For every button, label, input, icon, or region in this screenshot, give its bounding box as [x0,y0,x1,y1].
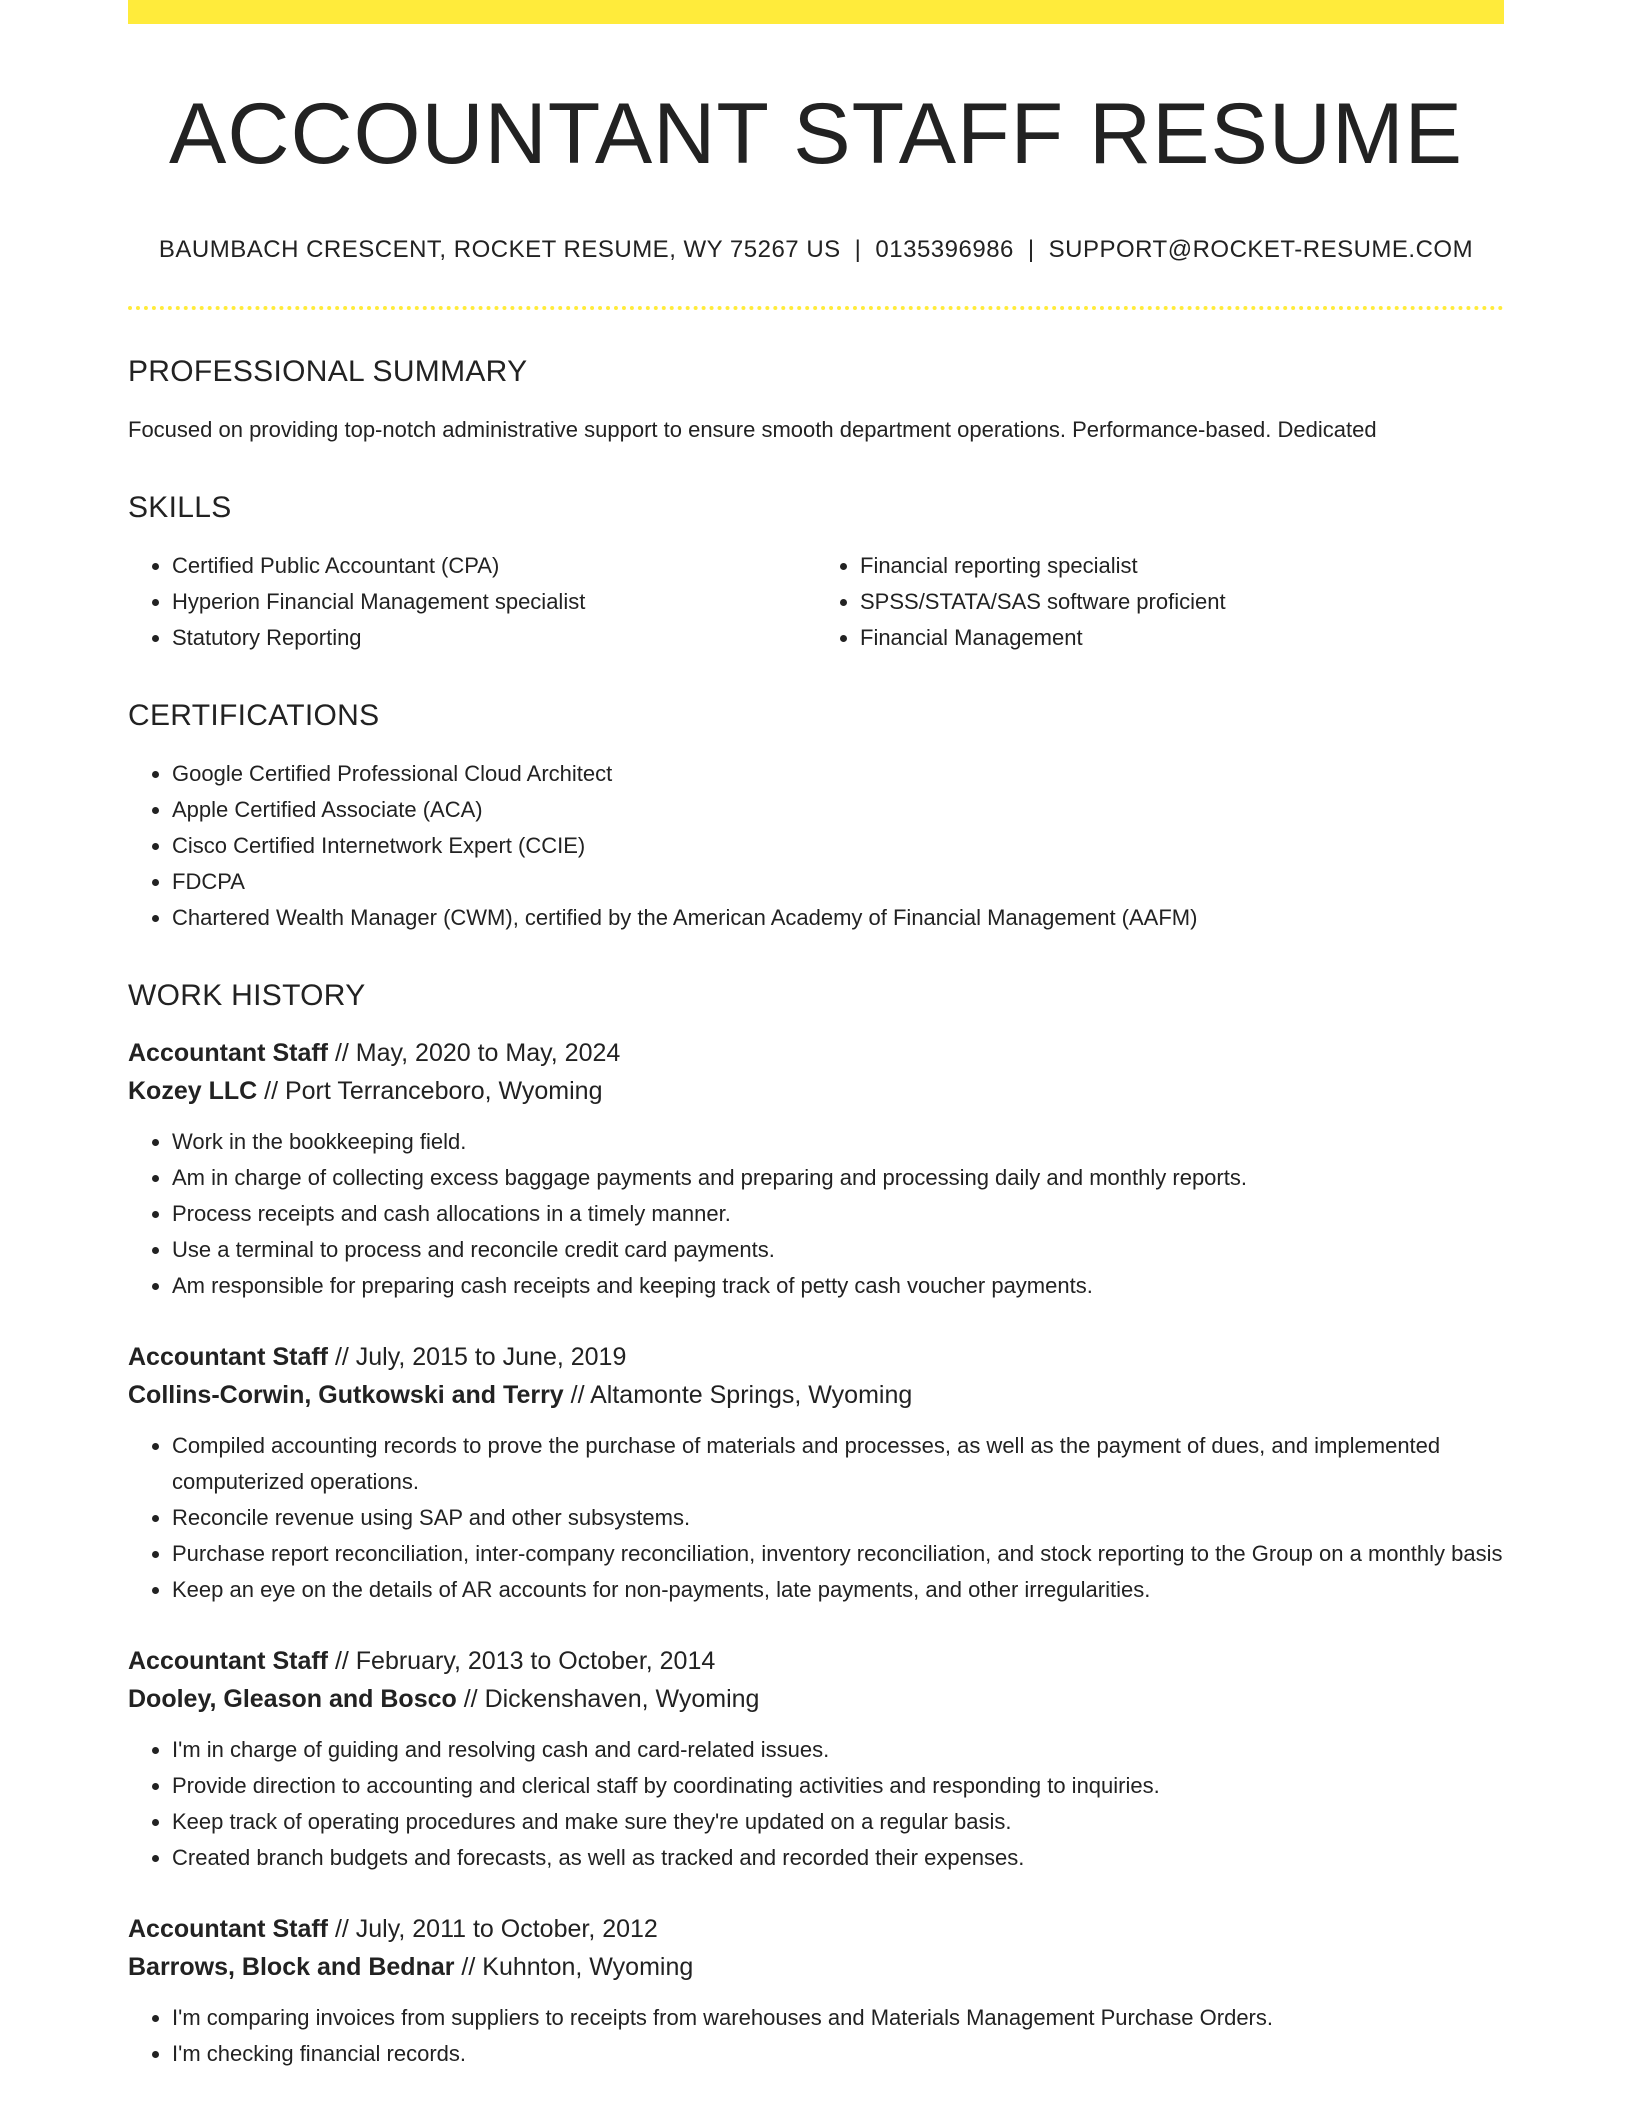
contact-phone[interactable]: 0135396986 [875,236,1014,263]
skills-columns [128,548,1504,656]
job-role: Accountant Staff [128,1647,328,1675]
contact-separator: | [854,236,862,263]
job-role: Accountant Staff [128,1039,328,1067]
job-bullet: • I'm comparing invoices from suppliers to receipts from warehouses and Materials Management Purchase Orders. [172,2000,1504,2036]
job-bullet: • Process receipts and cash allocations in a timely manner. [172,1196,1504,1232]
job-role-line [128,1034,1504,1072]
job-company: Kozey LLC [128,1077,258,1105]
job-bullet: • Keep track of operating procedures and make sure they're updated on a regular basis. [172,1804,1504,1840]
job-role: Accountant Staff [128,1915,328,1943]
job-entry [128,1642,1504,1876]
skill-item: • Statutory Reporting [172,620,816,656]
contact-address: BAUMBACH CRESCENT, ROCKET RESUME, WY 75267 US [158,236,841,263]
job-bullet: • Purchase report reconciliation, inter-company reconciliation, inventory reconciliation, and stock reporting to the Group on a monthly basis [172,1536,1504,1572]
job-company-line [128,1072,1504,1110]
contact-separator: | [1027,236,1035,263]
job-dates: // February, 2013 to October, 2014 [328,1647,716,1675]
accent-top-bar [128,0,1504,24]
job-dates: // July, 2011 to October, 2012 [328,1915,658,1943]
job-location: // Altamonte Springs, Wyoming [563,1381,913,1409]
certifications-list [128,756,1504,936]
resume-content [128,0,1504,2072]
contact-line [128,234,1504,266]
summary-heading: PROFESSIONAL SUMMARY [128,355,528,388]
summary-text: Focused on providing top-notch administrative support to ensure smooth department operations. Performance-based. Dedicated [128,417,1377,442]
job-entry [128,1910,1504,2072]
job-company-line [128,1376,1504,1414]
job-bullet: • Reconcile revenue using SAP and other subsystems. [172,1500,1504,1536]
job-company: Collins-Corwin, Gutkowski and Terry [128,1381,564,1409]
job-bullet: • Work in the bookkeeping field. [172,1124,1504,1160]
skills-heading: SKILLS [128,491,232,524]
skill-item: • Financial Management [860,620,1504,656]
skill-item: • Hyperion Financial Management specialist [172,584,816,620]
job-company: Barrows, Block and Bednar [128,1953,455,1981]
resume-title: ACCOUNTANT STAFF RESUME [169,86,1463,182]
job-dates: // July, 2015 to June, 2019 [328,1343,627,1371]
job-entry [128,1034,1504,1304]
certification-item: • Chartered Wealth Manager (CWM), certified by the American Academy of Financial Management (AAFM) [172,900,1504,936]
certifications-heading: CERTIFICATIONS [128,699,380,732]
skills-left-list [128,548,816,656]
job-company-line [128,1680,1504,1718]
certification-item: • Apple Certified Associate (ACA) [172,792,1504,828]
job-location: // Port Terranceboro, Wyoming [257,1077,603,1105]
job-location: // Kuhnton, Wyoming [454,1953,694,1981]
job-role-line [128,1642,1504,1680]
job-location: // Dickenshaven, Wyoming [456,1685,760,1713]
certification-item: • FDCPA [172,864,1504,900]
dotted-divider [128,306,1504,310]
job-role: Accountant Staff [128,1343,328,1371]
job-bullets [128,1428,1504,1608]
skill-item: • SPSS/STATA/SAS software proficient [860,584,1504,620]
job-bullets [128,1732,1504,1876]
job-bullet: • Created branch budgets and forecasts, as well as tracked and recorded their expenses. [172,1840,1504,1876]
job-bullet: • Am in charge of collecting excess baggage payments and preparing and processing daily and monthly reports. [172,1160,1504,1196]
job-bullet: • Use a terminal to process and reconcile credit card payments. [172,1232,1504,1268]
job-bullet: • I'm checking financial records. [172,2036,1504,2072]
contact-email[interactable]: SUPPORT@ROCKET-RESUME.COM [1048,236,1474,263]
job-company: Dooley, Gleason and Bosco [128,1685,457,1713]
job-role-line [128,1910,1504,1948]
job-bullets [128,1124,1504,1304]
work-history-heading: WORK HISTORY [128,979,366,1012]
job-bullet: • Am responsible for preparing cash receipts and keeping track of petty cash voucher payments. [172,1268,1504,1304]
job-entry [128,1338,1504,1608]
job-company-line [128,1948,1504,1986]
skills-right-list [816,548,1504,656]
job-dates: // May, 2020 to May, 2024 [328,1039,621,1067]
job-role-line [128,1338,1504,1376]
certification-item: • Cisco Certified Internetwork Expert (CCIE) [172,828,1504,864]
job-bullet: • I'm in charge of guiding and resolving cash and card-related issues. [172,1732,1504,1768]
certification-item: • Google Certified Professional Cloud Architect [172,756,1504,792]
job-bullet: • Keep an eye on the details of AR accounts for non-payments, late payments, and other irregularities. [172,1572,1504,1608]
skill-item: • Financial reporting specialist [860,548,1504,584]
skill-item: • Certified Public Accountant (CPA) [172,548,816,584]
job-bullet: • Compiled accounting records to prove the purchase of materials and processes, as well as the payment of dues, and implemented computerized operations. [172,1428,1504,1500]
job-bullets [128,2000,1504,2072]
job-bullet: • Provide direction to accounting and clerical staff by coordinating activities and responding to inquiries. [172,1768,1504,1804]
